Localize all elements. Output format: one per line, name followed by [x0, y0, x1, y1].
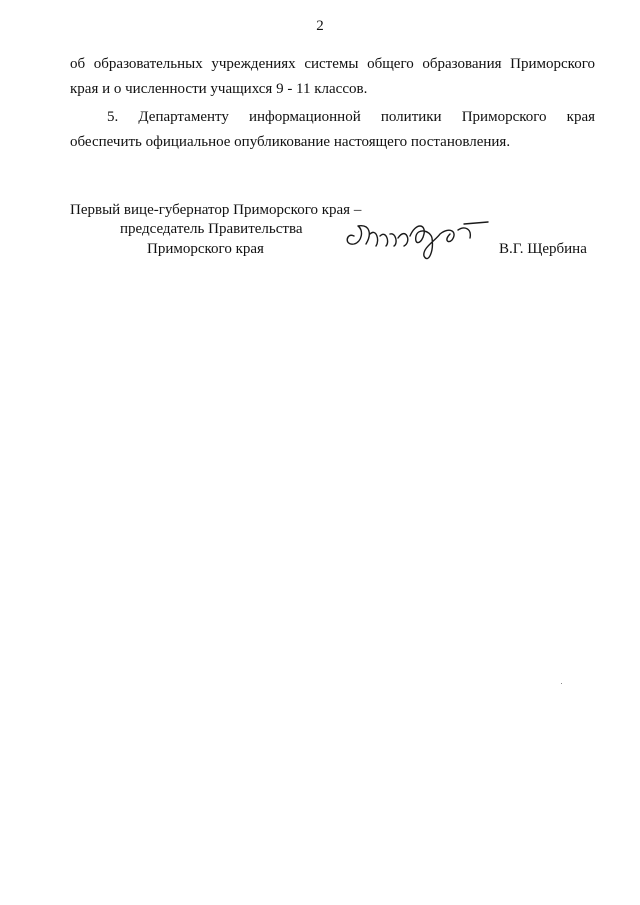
- scan-speck: [561, 683, 562, 684]
- signatory-title-line-1: Первый вице-губернатор Приморского края –: [70, 202, 362, 218]
- paragraph-item-5-line-1: 5. Департаменту информационной политики Приморского края: [107, 109, 595, 125]
- signatory-title-line-2: председатель Правительства: [120, 221, 303, 237]
- paragraph-item-5-line-2: обеспечить официальное опубликование настоящего постановления.: [70, 134, 511, 150]
- paragraph-continuation-line-1: об образовательных учреждениях системы общего образования Приморского: [70, 56, 595, 72]
- signatory-name: В.Г. Щербина: [499, 241, 587, 257]
- handwritten-signature: [340, 212, 500, 272]
- page-number: 2: [316, 18, 324, 34]
- signatory-title-line-3: Приморского края: [147, 241, 264, 257]
- paragraph-continuation-line-2: края и о численности учащихся 9 - 11 классов.: [70, 81, 368, 97]
